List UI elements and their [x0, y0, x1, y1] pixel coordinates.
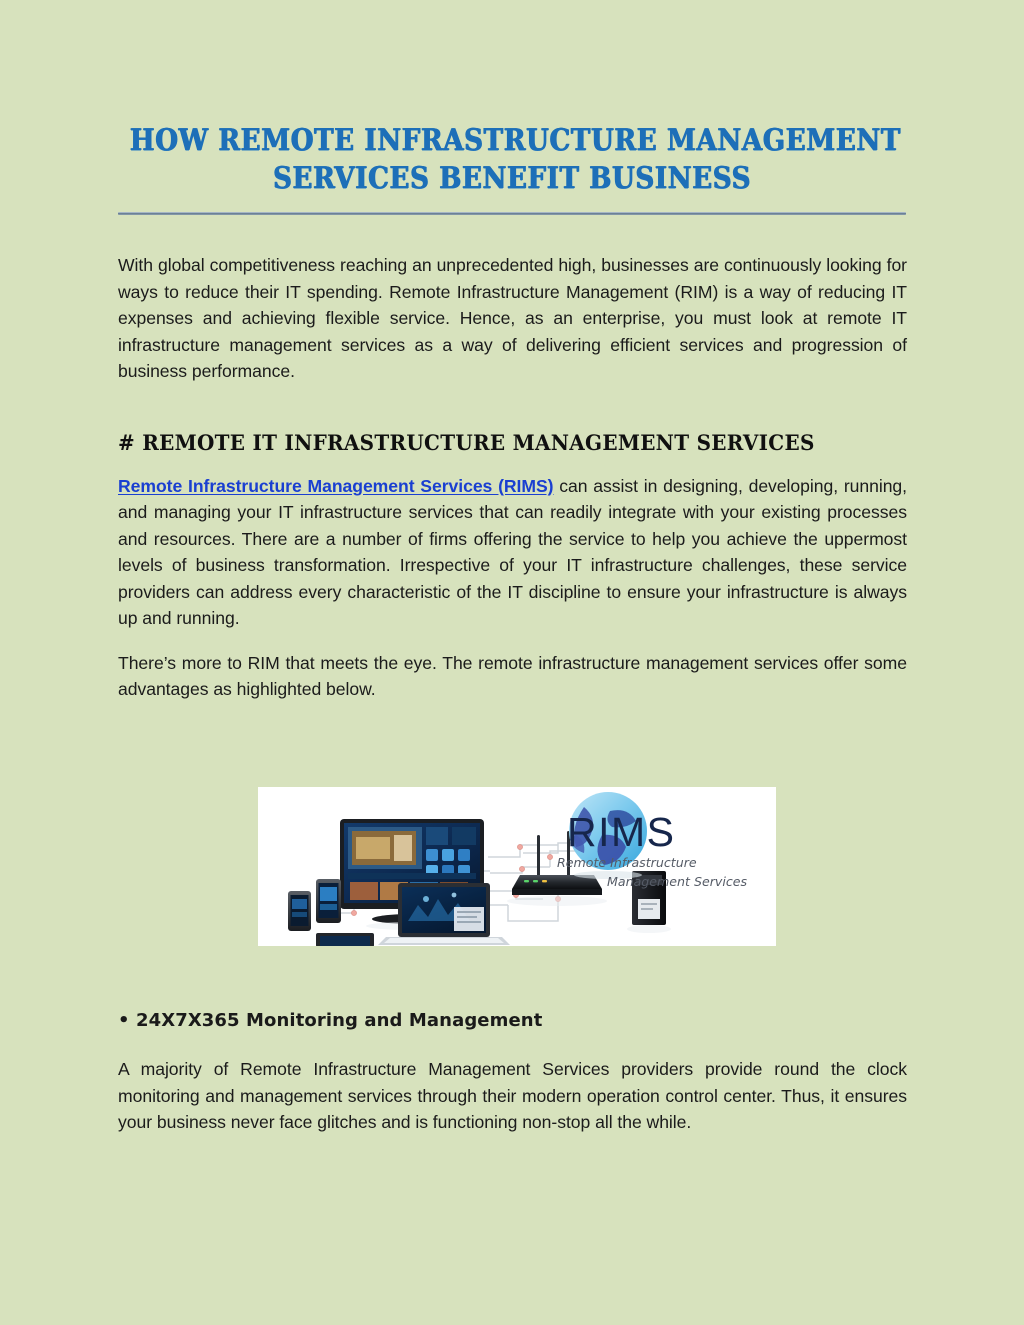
page-title-line-1: HOW REMOTE INFRASTRUCTURE MANAGEMENT [129, 123, 901, 158]
rims-brand-subtitle-line-2: Management Services [607, 874, 748, 889]
smartphone-device-2 [316, 879, 341, 923]
page-title-block [118, 122, 906, 198]
bullet-heading-monitoring: • 24X7X365 Monitoring and Management [118, 1010, 543, 1031]
intro-paragraph: With global competitiveness reaching an unprecedented high, businesses are continuously looking for ways to reduce their IT spending. Remote Infrastructure Management (RIM) is a way of reducing IT expenses and achieving flexible service. Hence, as an enterprise, you must look at remote IT infrastructure management services as a way of delivering efficient services and progression of business performance. [118, 255, 907, 381]
page-title-line-2: SERVICES BENEFIT BUSINESS [272, 161, 752, 196]
rims-brand-subtitle-line-1: Remote Infrastructure [557, 855, 697, 870]
document-body [118, 252, 907, 721]
section-paragraph-1 [118, 473, 907, 632]
smartphone-device [288, 891, 311, 931]
bullet-paragraph-monitoring: A majority of Remote Infrastructure Management Services providers provide round the clock monitoring and management services through their modern operation control center. Thus, it ensures your business never face glitches and is functioning non-stop all the while. [118, 1059, 907, 1132]
spacer [118, 403, 907, 429]
rims-brand-title: RIMS [567, 809, 676, 855]
bullet-section [118, 1008, 907, 1136]
rims-network-diagram-figure [258, 787, 776, 946]
tablet-device [316, 933, 374, 946]
section-paragraph-1-text: can assist in designing, developing, running, and managing your IT infrastructure services that can readily integrate with your existing processes and resources. There are a number of firms offering the service to help you achieve the uppermost levels of business transformation. Irrespective of your IT infrastructure challenges, these service providers can address every characteristic of the IT discipline to ensure your infrastructure is always up and running. [118, 475, 907, 628]
rims-brand-block [553, 811, 768, 891]
title-divider [118, 212, 906, 215]
section-paragraph-2: There’s more to RIM that meets the eye. The remote infrastructure management services offer some advantages as highlighted below. [118, 652, 907, 699]
page-title [129, 122, 901, 198]
section-heading-rim-services: # REMOTE IT INFRASTRUCTURE MANAGEMENT SERVICES [118, 429, 815, 455]
rims-link[interactable]: Remote Infrastructure Management Services (RIMS) [118, 475, 554, 496]
